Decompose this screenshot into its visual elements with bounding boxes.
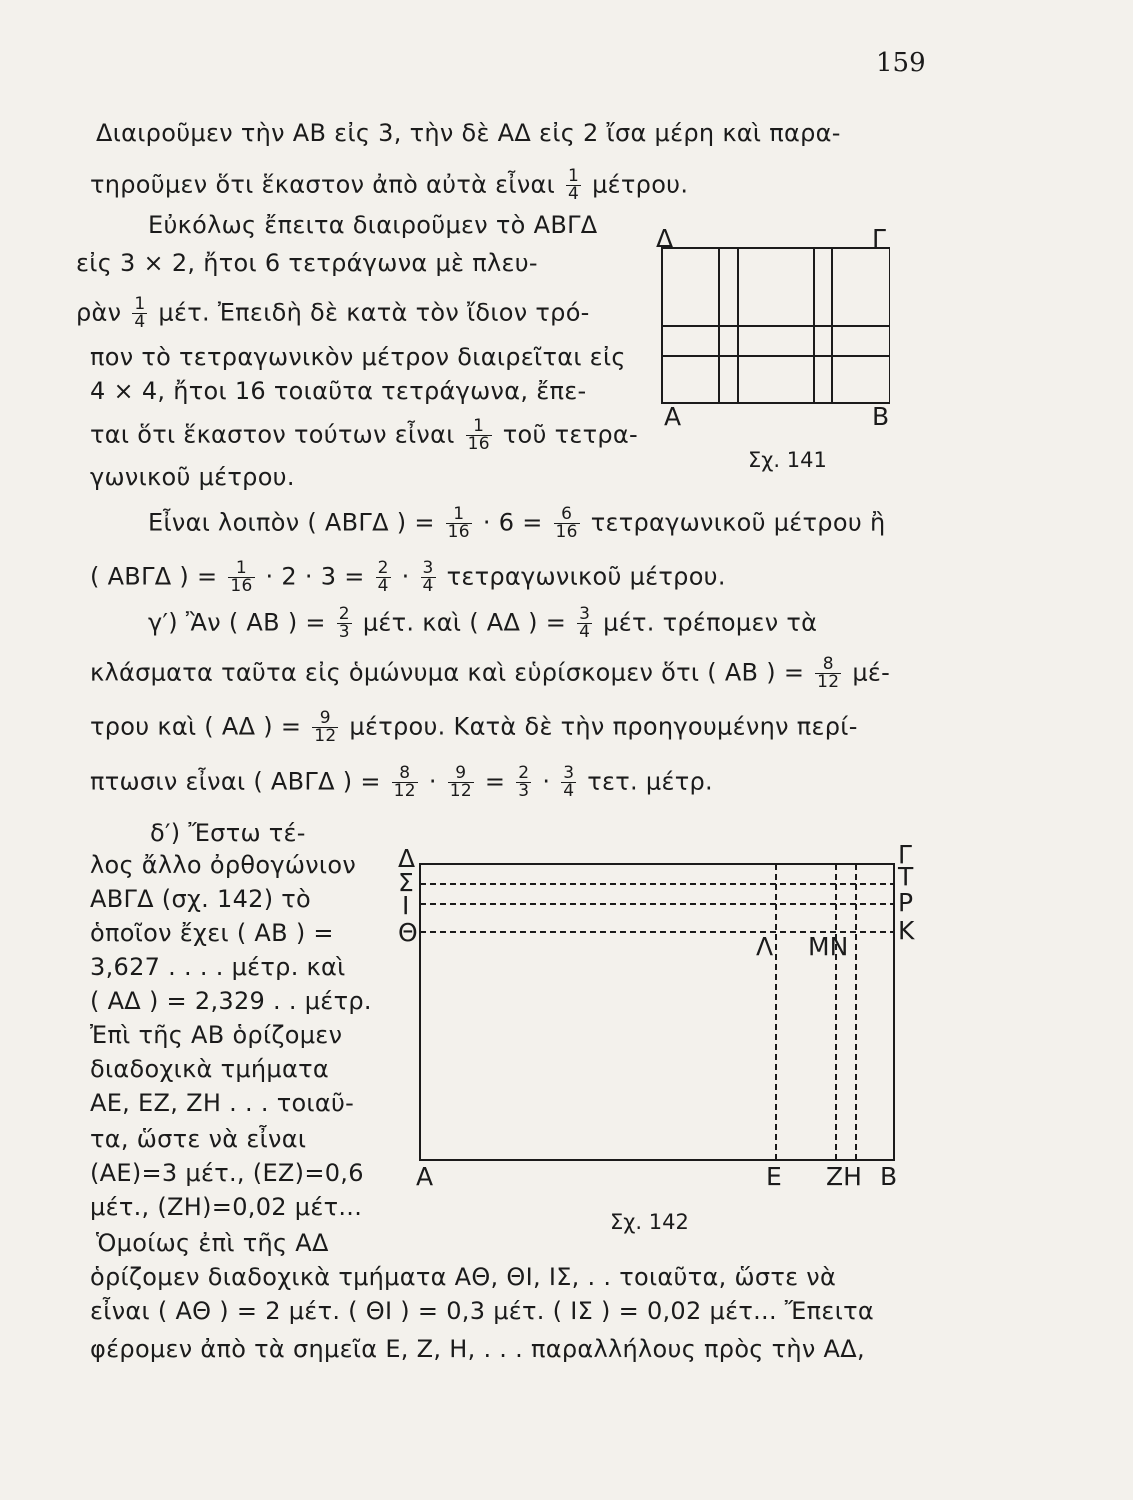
fraction-denominator: 16 [230, 576, 253, 596]
fraction-six-sixteenths [554, 506, 580, 541]
figure-142-caption: Σχ. 142 [610, 1210, 689, 1234]
fig142-label-delta: Δ [398, 844, 416, 873]
fraction-numerator: 3 [422, 558, 434, 578]
text-line-6: πον τὸ τετραγωνικὸν μέτρον διαιρεῖται εἰς [90, 343, 626, 371]
fraction-numerator: 9 [319, 708, 331, 728]
text-line-29: ὁρίζομεν διαδοχικὰ τμήματα ΑΘ, ΘΙ, ΙΣ, . . τοιαῦτα, ὥστε νὰ [90, 1263, 837, 1291]
fraction-two-thirds [337, 606, 352, 641]
fraction-one-sixteenth [466, 418, 492, 453]
fraction-denominator: 3 [338, 622, 350, 642]
fraction-numerator: 2 [377, 558, 389, 578]
text-line-5-b: μέτ. Ἐπειδὴ δὲ κατὰ τὸν ἴδιον τρό- [158, 298, 590, 327]
text-line-31: φέρομεν ἀπὸ τὰ σημεῖα Ε, Ζ, Η, . . . παραλλήλους πρὸς τὴν ΑΔ, [90, 1335, 865, 1363]
fraction-two-quarters [376, 560, 391, 595]
fraction-denominator: 4 [134, 312, 146, 332]
text-line-30: εἶναι ( ΑΘ ) = 2 μέτ. ( ΘΙ ) = 0,3 μέτ. ( ΙΣ ) = 0,02 μέτ... Ἔπειτα [90, 1297, 874, 1325]
text-line-23: διαδοχικὰ τμήματα [90, 1055, 329, 1083]
fig142-label-epsilon: Ε [766, 1162, 782, 1191]
fraction-denominator: 4 [579, 622, 591, 642]
fig142-label-iota: Ι [402, 891, 410, 920]
text-line-11-a: ( ΑΒΓΔ ) = [90, 562, 218, 591]
fraction-eight-twelfths [815, 656, 841, 691]
text-line-4: εἰς 3 × 2, ἤτοι 6 τετράγωνα μὲ πλευ- [76, 249, 538, 277]
fraction-numerator: 1 [134, 294, 146, 314]
text-line-7: 4 × 4, ἤτοι 16 τοιαῦτα τετράγωνα, ἔπε- [90, 377, 587, 405]
fraction-three-quarters [421, 560, 436, 595]
text-line-5-a: ρὰν [76, 298, 122, 327]
fraction-three-quarters [577, 606, 592, 641]
text-line-15-b: · [428, 767, 437, 796]
fraction-nine-twelfths [312, 710, 338, 745]
fig142-label-lambda: Λ [756, 932, 774, 961]
text-line-27: μέτ., (ΖΗ)=0,02 μέτ... [90, 1193, 363, 1221]
fraction-one-quarter [566, 168, 581, 203]
text-line-13-b: μέ- [852, 658, 891, 687]
fig142-label-mu-nu: ΜΝ [808, 932, 849, 961]
text-line-14-b: μέτρου. Κατὰ δὲ τὴν προηγουμένην περί- [349, 712, 858, 741]
fraction-denominator: 12 [393, 781, 416, 801]
fraction-numerator: 8 [822, 654, 834, 674]
fig141-label-delta: Δ [656, 224, 674, 253]
fraction-numerator: 3 [579, 604, 591, 624]
text-line-2-a: τηροῦμεν ὅτι ἕκαστον ἀπὸ αὐτὰ εἶναι [90, 170, 556, 199]
fraction-denominator: 4 [377, 576, 389, 596]
text-line-12-a: γ′) Ἂν ( ΑΒ ) = [148, 608, 326, 637]
figure-142-drawing [418, 858, 898, 1164]
fraction-numerator: 8 [399, 763, 411, 783]
fig142-label-tau: Τ [898, 862, 914, 891]
fraction-one-sixteenth [228, 560, 254, 595]
fraction-numerator: 2 [518, 763, 530, 783]
fig141-label-alpha: Α [664, 402, 682, 431]
text-line-14-a: τρου καὶ ( ΑΔ ) = [90, 712, 302, 741]
fraction-one-sixteenth [446, 506, 472, 541]
fig142-rectangle [420, 864, 894, 1160]
fraction-numerator: 3 [563, 763, 575, 783]
text-line-10-c: τετραγωνικοῦ μέτρου ἢ [590, 508, 886, 537]
text-line-13-a: κλάσματα ταῦτα εἰς ὁμώνυμα καὶ εὑρίσκομεν ὅτι ( ΑΒ ) = [90, 658, 805, 687]
text-line-22: Ἐπὶ τῆς ΑΒ ὁρίζομεν [90, 1021, 343, 1049]
figure-141-caption: Σχ. 141 [748, 448, 827, 472]
text-line-11-c: · [401, 562, 410, 591]
text-line-12 [148, 606, 817, 641]
text-line-9: γωνικοῦ μέτρου. [90, 463, 295, 491]
text-line-12-b: μέτ. καὶ ( ΑΔ ) = [362, 608, 567, 637]
fraction-numerator: 1 [453, 504, 465, 524]
fraction-three-quarters [561, 765, 576, 800]
fraction-denominator: 16 [447, 522, 470, 542]
fraction-denominator: 4 [422, 576, 434, 596]
fig142-label-zeta-eta: ΖΗ [826, 1162, 862, 1191]
fraction-one-quarter [132, 296, 147, 331]
fraction-numerator: 6 [561, 504, 573, 524]
fig142-label-gamma: Γ [898, 840, 912, 869]
text-line-10-b: · 6 = [482, 508, 543, 537]
text-line-10-a: Εἶναι λοιπὸν ( ΑΒΓΔ ) = [148, 508, 435, 537]
text-line-17: λος ἄλλο ὀρθογώνιον [90, 851, 357, 879]
text-line-13 [90, 656, 890, 691]
text-line-11-b: · 2 · 3 = [265, 562, 365, 591]
fraction-denominator: 16 [467, 434, 490, 454]
text-line-15 [90, 765, 713, 800]
text-line-2 [90, 168, 688, 203]
fig142-label-kappa: Κ [898, 916, 915, 945]
fig141-label-beta: Β [872, 402, 890, 431]
text-line-20: 3,627 . . . . μέτρ. καὶ [90, 953, 346, 981]
fraction-denominator: 12 [314, 726, 337, 746]
fig142-label-beta: Β [880, 1162, 898, 1191]
fig142-label-sigma: Σ [398, 868, 414, 897]
text-line-3: Εὐκόλως ἔπειτα διαιροῦμεν τὸ ΑΒΓΔ [148, 211, 598, 239]
fraction-denominator: 4 [563, 781, 575, 801]
fraction-denominator: 12 [817, 672, 840, 692]
text-line-15-e: τετ. μέτρ. [587, 767, 713, 796]
fraction-denominator: 12 [449, 781, 472, 801]
fraction-denominator: 16 [555, 522, 578, 542]
fraction-numerator: 9 [455, 763, 467, 783]
fraction-numerator: 1 [235, 558, 248, 578]
fig142-label-theta: Θ [398, 918, 418, 947]
text-line-19: ὁποῖον ἔχει ( ΑΒ ) = [90, 919, 334, 947]
fraction-denominator: 4 [568, 184, 580, 204]
text-line-15-a: πτωσιν εἶναι ( ΑΒΓΔ ) = [90, 767, 381, 796]
fig142-label-alpha: Α [416, 1162, 434, 1191]
text-line-1: Διαιροῦμεν τὴν ΑΒ εἰς 3, τὴν δὲ ΑΔ εἰς 2 ἴσα μέρη καὶ παρα- [96, 119, 841, 147]
fig141-label-gamma: Γ [872, 224, 886, 253]
text-line-18: ΑΒΓΔ (σχ. 142) τὸ [90, 885, 312, 913]
text-line-11 [90, 560, 726, 595]
text-line-21: ( ΑΔ ) = 2,329 . . μέτρ. [90, 987, 372, 1015]
fig142-label-rho: Ρ [898, 888, 914, 917]
page-number: 159 [876, 48, 926, 78]
text-line-16: δ′) Ἔστω τέ- [150, 819, 306, 847]
text-line-11-d: τετραγωνικοῦ μέτρου. [446, 562, 726, 591]
text-line-24: ΑΕ, ΕΖ, ΖΗ . . . τοιαῦ- [90, 1089, 355, 1117]
text-line-28: Ὁμοίως ἐπὶ τῆς ΑΔ [96, 1229, 329, 1257]
fraction-nine-twelfths [448, 765, 474, 800]
text-line-5 [76, 296, 590, 331]
text-line-25: τα, ὥστε νὰ εἶναι [90, 1125, 307, 1153]
text-line-26: (ΑΕ)=3 μέτ., (ΕΖ)=0,6 [90, 1159, 364, 1187]
figure-141-drawing [650, 238, 890, 408]
fraction-eight-twelfths [392, 765, 418, 800]
text-line-8 [90, 418, 638, 453]
text-line-14 [90, 710, 858, 745]
text-line-2-b: μέτρου. [592, 170, 689, 199]
fraction-denominator: 3 [518, 781, 530, 801]
text-line-15-d: · [542, 767, 551, 796]
text-line-10 [148, 506, 885, 541]
text-line-15-c: = [484, 767, 506, 796]
fraction-numerator: 1 [568, 166, 580, 186]
text-line-12-c: μέτ. τρέπομεν τὰ [603, 608, 818, 637]
fraction-numerator: 1 [473, 416, 485, 436]
fraction-two-thirds [516, 765, 531, 800]
text-line-8-b: τοῦ τετρα- [502, 420, 639, 449]
fraction-numerator: 2 [338, 604, 350, 624]
text-line-8-a: ται ὅτι ἕκαστον τούτων εἶναι [90, 420, 455, 449]
